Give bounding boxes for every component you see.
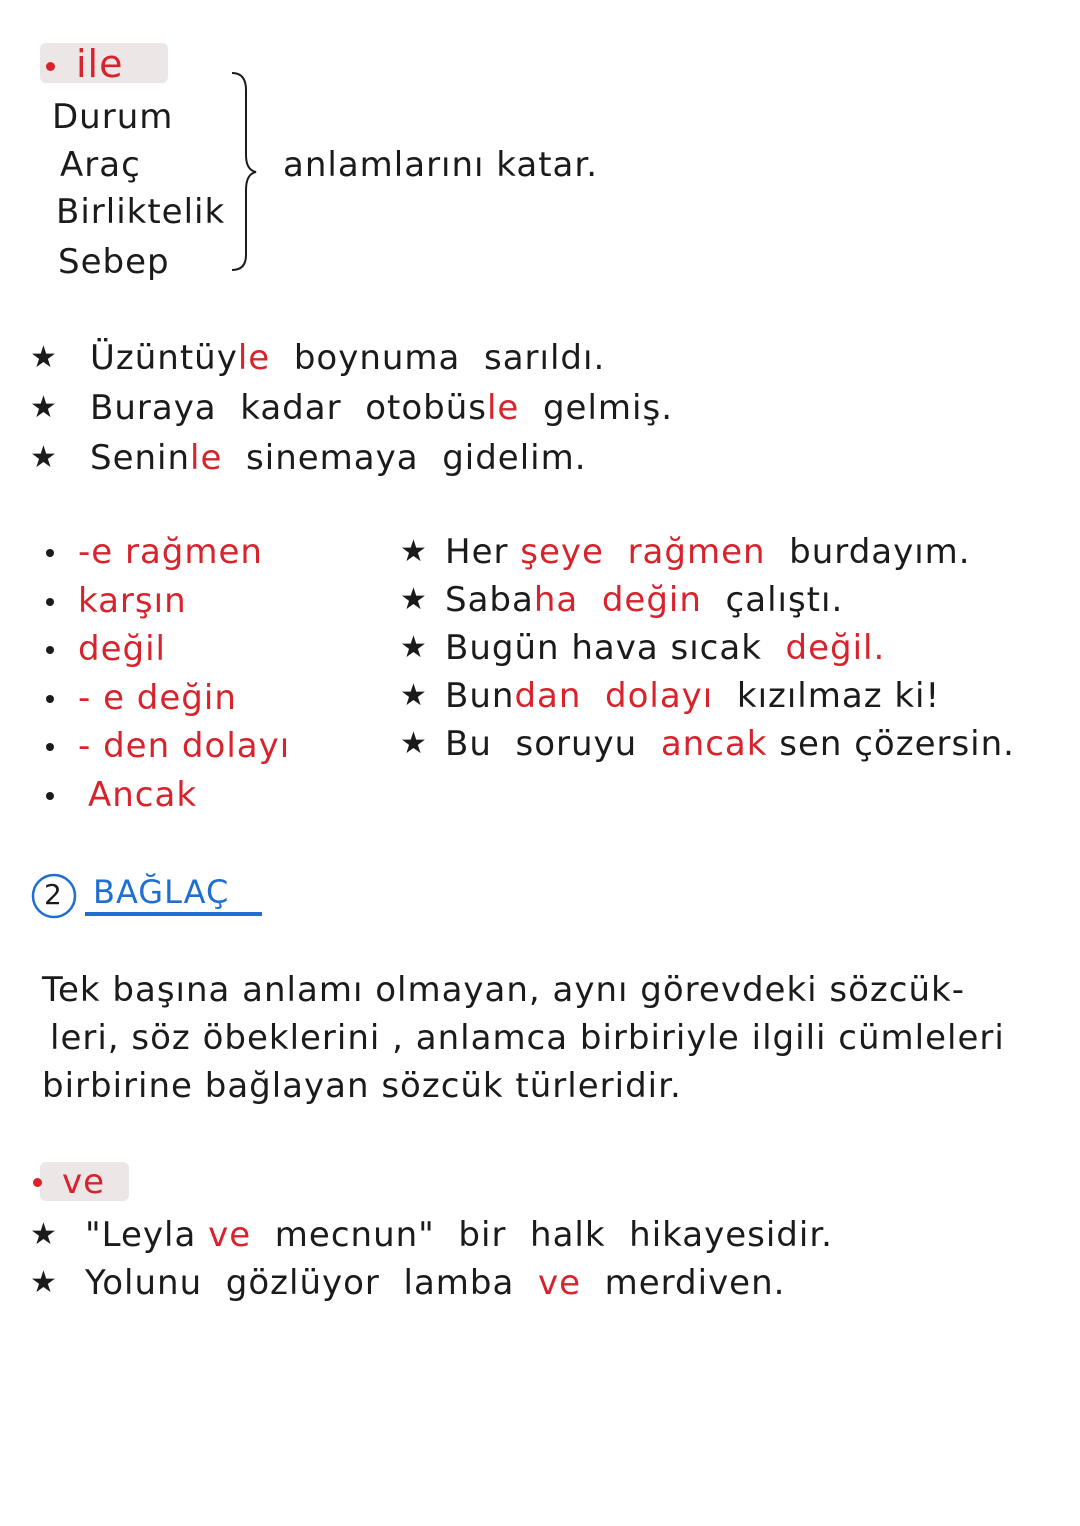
sentence-text: Bu soruyu: [445, 724, 661, 764]
section-number: 2: [44, 878, 63, 911]
highlighted-word: şeye rağmen: [520, 532, 766, 572]
star-bullet-icon: ★: [400, 582, 427, 617]
brace-text: anlamlarını katar.: [283, 145, 599, 185]
sentence-text: burdayım.: [765, 532, 971, 572]
sentence-text: Bugün hava sıcak: [445, 628, 786, 668]
star-bullet-icon: ★: [30, 440, 57, 475]
edat-item: Ancak: [88, 774, 198, 815]
definition-line: birbirine bağlayan sözcük türleridir.: [42, 1066, 682, 1106]
example-sentence: [90, 438, 587, 478]
sentence-text: sen çözersin.: [767, 724, 1015, 764]
heading-ile: ile: [76, 42, 124, 86]
star-bullet-icon: ★: [400, 534, 427, 569]
bullet-icon: [46, 792, 54, 800]
star-bullet-icon: ★: [400, 726, 427, 761]
star-bullet-icon: ★: [30, 340, 57, 375]
meaning-item: Araç: [60, 145, 141, 185]
sentence-text: çalıştı.: [701, 580, 844, 620]
meaning-item: Birliktelik: [56, 192, 226, 232]
sentence-text: Yolunu gözlüyor lamba: [85, 1263, 538, 1303]
star-bullet-icon: ★: [400, 630, 427, 665]
highlighted-word: değil.: [785, 628, 886, 668]
highlighted-word: le: [190, 438, 223, 478]
example-sentence: [445, 532, 971, 572]
definition-line: leri, söz öbeklerini , anlamca birbiriyle ilgili cümleleri: [50, 1018, 1005, 1058]
bullet-icon: [46, 598, 54, 606]
sentence-text: Üzüntüy: [90, 338, 238, 378]
example-sentence: [445, 676, 940, 716]
meaning-item: Sebep: [58, 242, 170, 282]
highlighted-word: ancak: [660, 724, 768, 764]
sentence-text: sinemaya gidelim.: [222, 438, 587, 478]
title-underline: [85, 912, 262, 916]
edat-item: değil: [78, 629, 166, 669]
example-sentence: [445, 580, 843, 620]
section-title: BAĞLAÇ: [93, 873, 230, 911]
sentence-text: mecnun" bir halk hikayesidir.: [251, 1215, 833, 1255]
bullet-icon: [46, 62, 55, 71]
highlighted-word: ve: [537, 1263, 581, 1303]
bullet-icon: [46, 646, 54, 654]
example-sentence: [90, 388, 673, 428]
highlighted-word: le: [486, 388, 520, 428]
highlighted-word: ha değin: [533, 580, 702, 620]
star-bullet-icon: ★: [30, 1217, 57, 1252]
highlighted-word: le: [237, 338, 271, 378]
star-bullet-icon: ★: [30, 1265, 57, 1300]
sentence-text: kızılmaz ki!: [713, 676, 941, 716]
sentence-text: Bun: [445, 676, 515, 716]
star-bullet-icon: ★: [400, 678, 427, 713]
highlighted-word: dan dolayı: [514, 676, 714, 716]
sentence-text: Senin: [90, 438, 191, 478]
bullet-icon: [33, 1178, 42, 1187]
sentence-text: Buraya kadar otobüs: [90, 388, 487, 428]
sentence-text: "Leyla: [85, 1215, 209, 1255]
sentence-text: boynuma sarıldı.: [270, 338, 606, 378]
example-sentence: [90, 338, 605, 378]
sentence-text: Her: [445, 532, 521, 572]
sentence-text: merdiven.: [581, 1263, 786, 1303]
meaning-item: Durum: [52, 97, 174, 137]
bullet-icon: [46, 549, 54, 557]
example-sentence: [85, 1215, 833, 1255]
edat-item: - e değin: [78, 677, 237, 718]
brace-icon: [228, 70, 258, 275]
bullet-icon: [46, 695, 54, 703]
sentence-text: Saba: [445, 580, 534, 620]
example-sentence: [445, 724, 1015, 764]
definition-line: Tek başına anlamı olmayan, aynı görevdeki sözcük-: [42, 970, 965, 1010]
edat-item: karşın: [78, 580, 187, 621]
subheading-ve: ve: [62, 1162, 106, 1202]
example-sentence: [445, 628, 885, 668]
edat-item: -e rağmen: [78, 532, 263, 572]
highlighted-word: ve: [208, 1215, 252, 1255]
star-bullet-icon: ★: [30, 390, 57, 425]
example-sentence: [85, 1263, 785, 1303]
sentence-text: gelmiş.: [519, 388, 674, 428]
edat-item: - den dolayı: [78, 726, 291, 766]
bullet-icon: [46, 743, 54, 751]
